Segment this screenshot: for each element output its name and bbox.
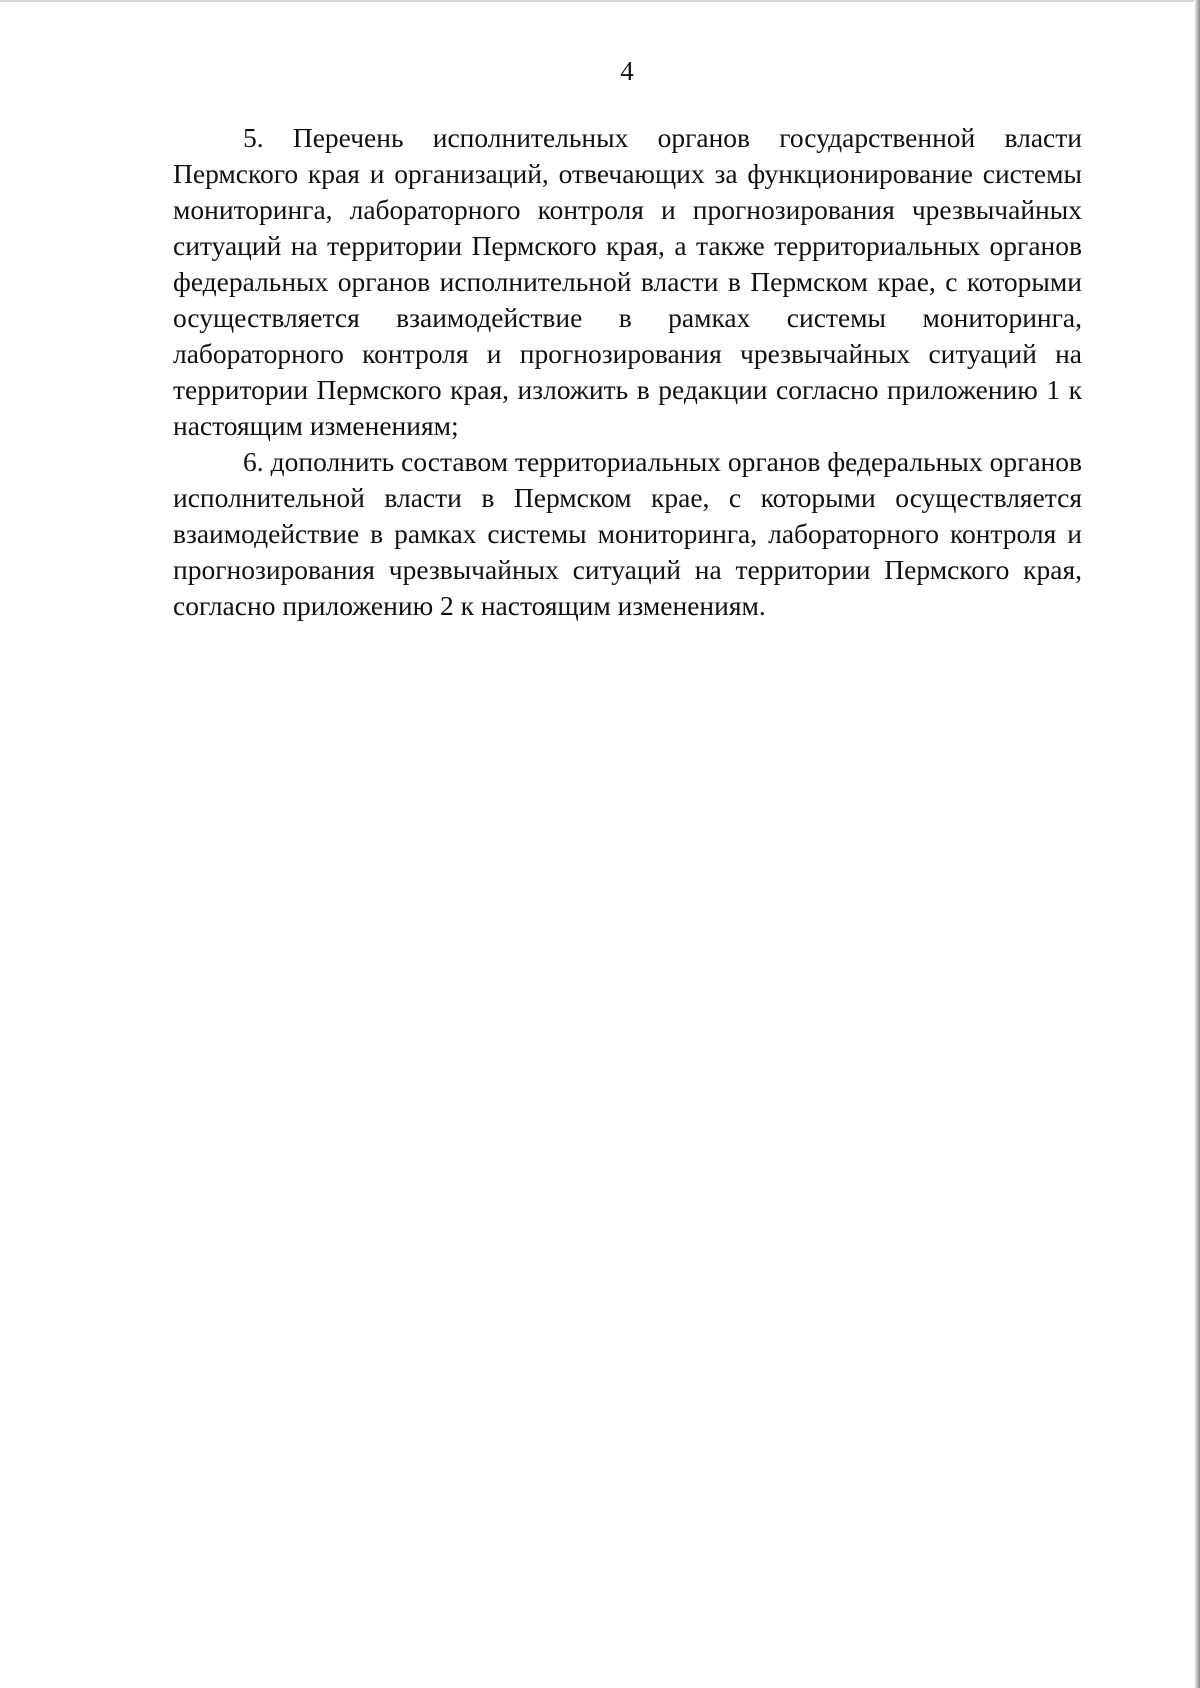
page-number: 4 <box>620 56 634 86</box>
scan-top-edge <box>0 0 1200 2</box>
scan-right-edge <box>1194 0 1200 1688</box>
paragraph-item-6: 6. дополнить составом территориальных органов федеральных органов исполнительной власти в Пермском крае, с которыми осуществляется взаимодействие в рамках системы мониторинга, лабораторного контроля и прогнозирования чрезвычайных ситуаций на территории Пермского края, согласно приложению 2 к настоящим изменениям. <box>173 446 1082 621</box>
paragraph-item-5: 5. Перечень исполнительных органов государственной власти Пермского края и организаций, отвечающих за функционирование системы мониторинга, лабораторного контроля и прогнозирования чрезвычайных ситуаций на территории Пермского края, а также территориальных органов федеральных органов исполнительной власти в Пермском крае, с которыми осуществляется взаимодействие в рамках системы мониторинга, лабораторного контроля и прогнозирования чрезвычайных ситуаций на территории Пермского края, изложить в редакции согласно приложению 1 к настоящим изменениям; <box>173 122 1082 441</box>
document-body <box>173 120 1082 624</box>
